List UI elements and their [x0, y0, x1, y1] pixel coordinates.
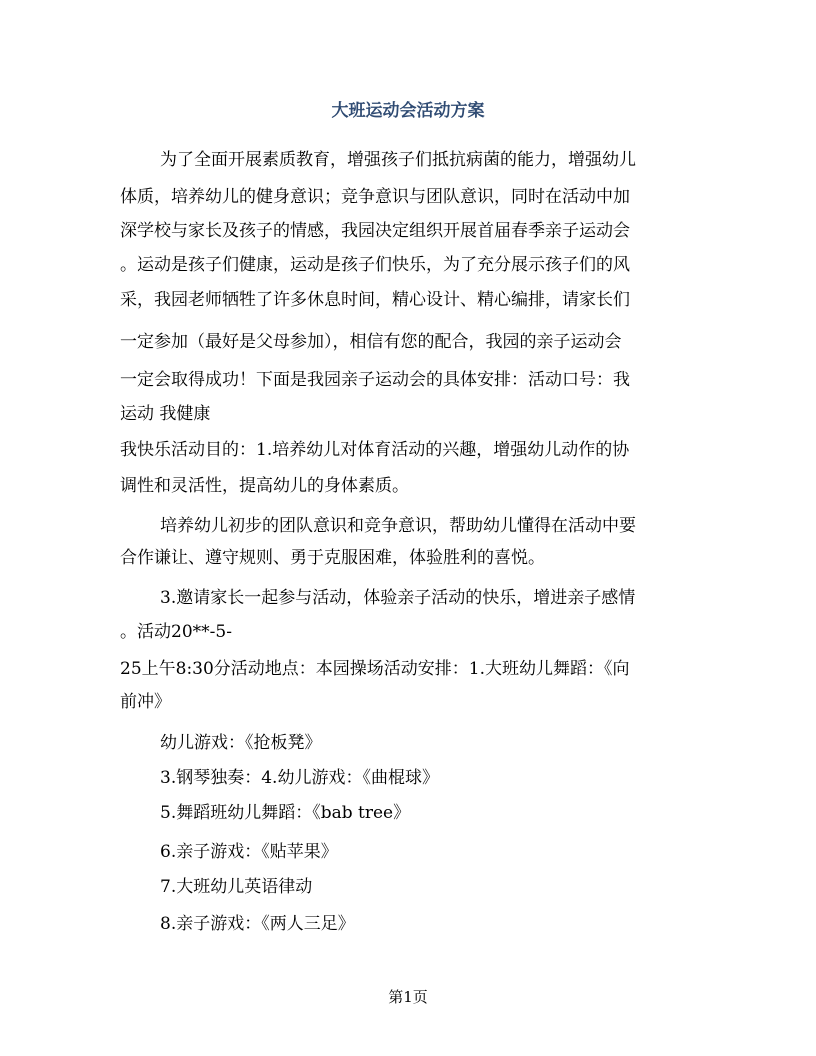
list-item: 3.钢琴独奏：4.幼儿游戏：《曲棍球》	[160, 768, 439, 788]
paragraph-line: 培养幼儿初步的团队意识和竞争意识，帮助幼儿懂得在活动中要	[160, 516, 636, 536]
paragraph-line: 。运动是孩子们健康，运动是孩子们快乐，为了充分展示孩子们的风	[120, 255, 630, 275]
paragraph-line: 前冲》	[120, 692, 171, 712]
paragraph-line: 一定参加（最好是父母参加），相信有您的配合，我园的亲子运动会	[120, 332, 622, 352]
document-title: 大班运动会活动方案	[331, 101, 485, 121]
list-item: 幼儿游戏：《抢板凳》	[160, 733, 322, 753]
paragraph-line: 一定会取得成功！下面是我园亲子运动会的具体安排：活动口号：我	[120, 370, 630, 390]
list-item: 8.亲子游戏：《两人三足》	[160, 914, 355, 934]
paragraph-line: 采，我园老师牺牲了许多休息时间，精心设计、精心编排，请家长们	[120, 290, 630, 310]
list-item: 5.舞蹈班幼儿舞蹈：《bab tree》	[160, 803, 411, 823]
paragraph-line: 深学校与家长及孩子的情感，我园决定组织开展首届春季亲子运动会	[120, 221, 630, 241]
paragraph-line: 合作谦让、遵守规则、勇于克服困难，体验胜利的喜悦。	[120, 548, 545, 568]
paragraph-line: 我快乐活动目的：1.培养幼儿对体育活动的兴趣，增强幼儿动作的协	[120, 440, 630, 460]
paragraph-line: 体质，培养幼儿的健身意识；竞争意识与团队意识，同时在活动中加	[120, 187, 630, 207]
list-item: 6.亲子游戏：《贴苹果》	[160, 842, 338, 862]
paragraph-line: 3.邀请家长一起参与活动，体验亲子活动的快乐，增进亲子感情	[160, 588, 636, 608]
paragraph-line: 运动 我健康	[120, 404, 211, 424]
paragraph-line: 调性和灵活性，提高幼儿的身体素质。	[120, 476, 409, 496]
page-number: 第1页	[388, 988, 428, 1006]
paragraph-line: 25上午8:30分活动地点：本园操场活动安排：1.大班幼儿舞蹈：《向	[120, 659, 630, 679]
paragraph-line: 。活动20**-5-	[120, 622, 232, 642]
paragraph-line: 为了全面开展素质教育，增强孩子们抵抗病菌的能力，增强幼儿	[160, 150, 636, 170]
list-item: 7.大班幼儿英语律动	[160, 877, 313, 897]
